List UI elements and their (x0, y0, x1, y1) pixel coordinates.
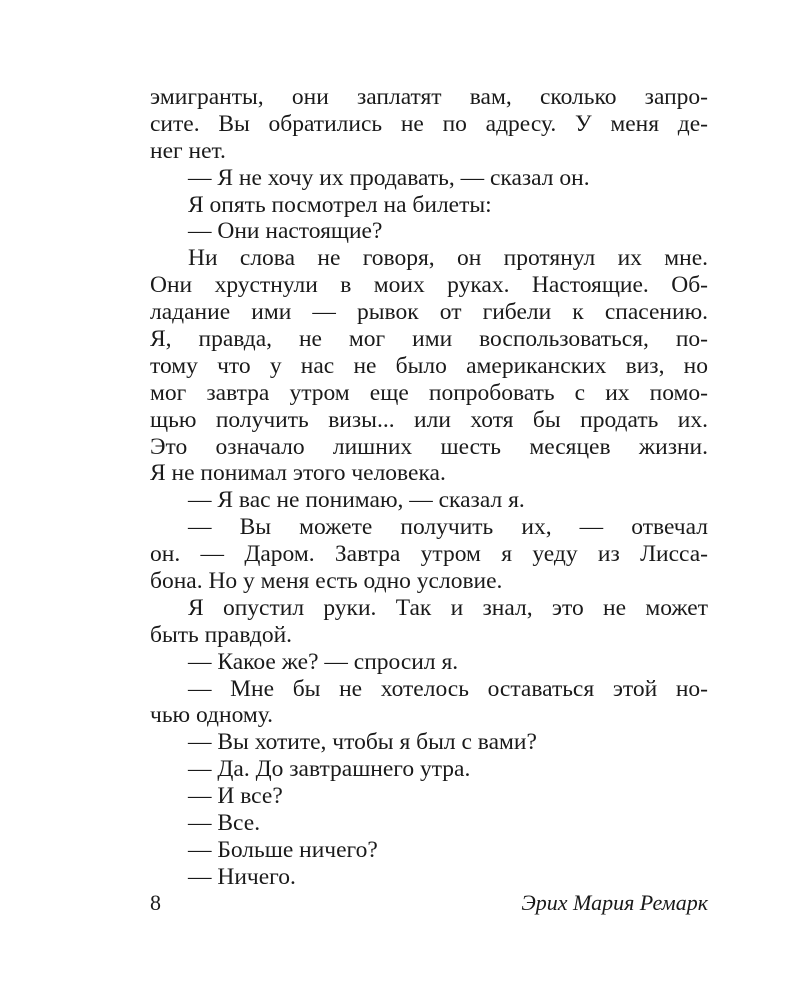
text-line: — И все? (188, 783, 283, 810)
page-body-text (150, 84, 708, 891)
text-line: — Мне бы не хотелось оставаться этой но- (188, 675, 708, 702)
text-line: — Я вас не понимаю, — сказал я. (188, 487, 525, 514)
text-line: щью получить визы... или хотя бы продать их. (150, 406, 708, 433)
text-line: мог завтра утром еще попробовать с их помо- (150, 379, 708, 406)
text-line: он. — Даром. Завтра утром я уеду из Лисса- (150, 541, 708, 568)
page-number: 8 (150, 890, 161, 915)
text-line: — Какое же? — спросил я. (188, 648, 459, 675)
text-line: — Больше ничего? (188, 836, 378, 863)
text-line: Это означало лишних шесть месяцев жизни. (150, 433, 708, 460)
text-line: — Они настоящие? (188, 218, 383, 245)
text-line: — Я не хочу их продавать, — сказал он. (188, 164, 590, 191)
text-line: — Вы хотите, чтобы я был с вами? (188, 729, 537, 756)
text-line: чью одному. (150, 702, 274, 729)
text-line: ладание ими — рывок от гибели к спасению. (150, 299, 708, 326)
text-line: Я опять посмотрел на билеты: (188, 191, 492, 218)
text-line: Я опустил руки. Так и знал, это не может (188, 594, 708, 621)
text-line: Ни слова не говоря, он протянул их мне. (188, 245, 708, 272)
text-line: Они хрустнули в моих руках. Настоящие. Об- (150, 272, 708, 299)
text-line: Я не понимал этого человека. (150, 460, 446, 487)
text-line: бона. Но у меня есть одно условие. (150, 568, 503, 595)
text-line: быть правдой. (150, 621, 293, 648)
text-line: нег нет. (150, 137, 226, 164)
text-line: — Ничего. (188, 863, 296, 890)
text-line: Я, правда, не мог ими воспользоваться, по- (150, 326, 708, 353)
text-line: сите. Вы обратились не по адресу. У меня де- (150, 110, 708, 137)
text-line: — Да. До завтрашнего утра. (188, 756, 471, 783)
text-line: — Все. (188, 810, 261, 837)
text-line: эмигранты, они заплатят вам, сколько запро- (150, 84, 708, 110)
text-line: тому что у нас не было американских виз, но (150, 352, 708, 379)
text-line: — Вы можете получить их, — отвечал (188, 514, 708, 541)
running-footer-author: Эрих Мария Ремарк (521, 890, 708, 915)
